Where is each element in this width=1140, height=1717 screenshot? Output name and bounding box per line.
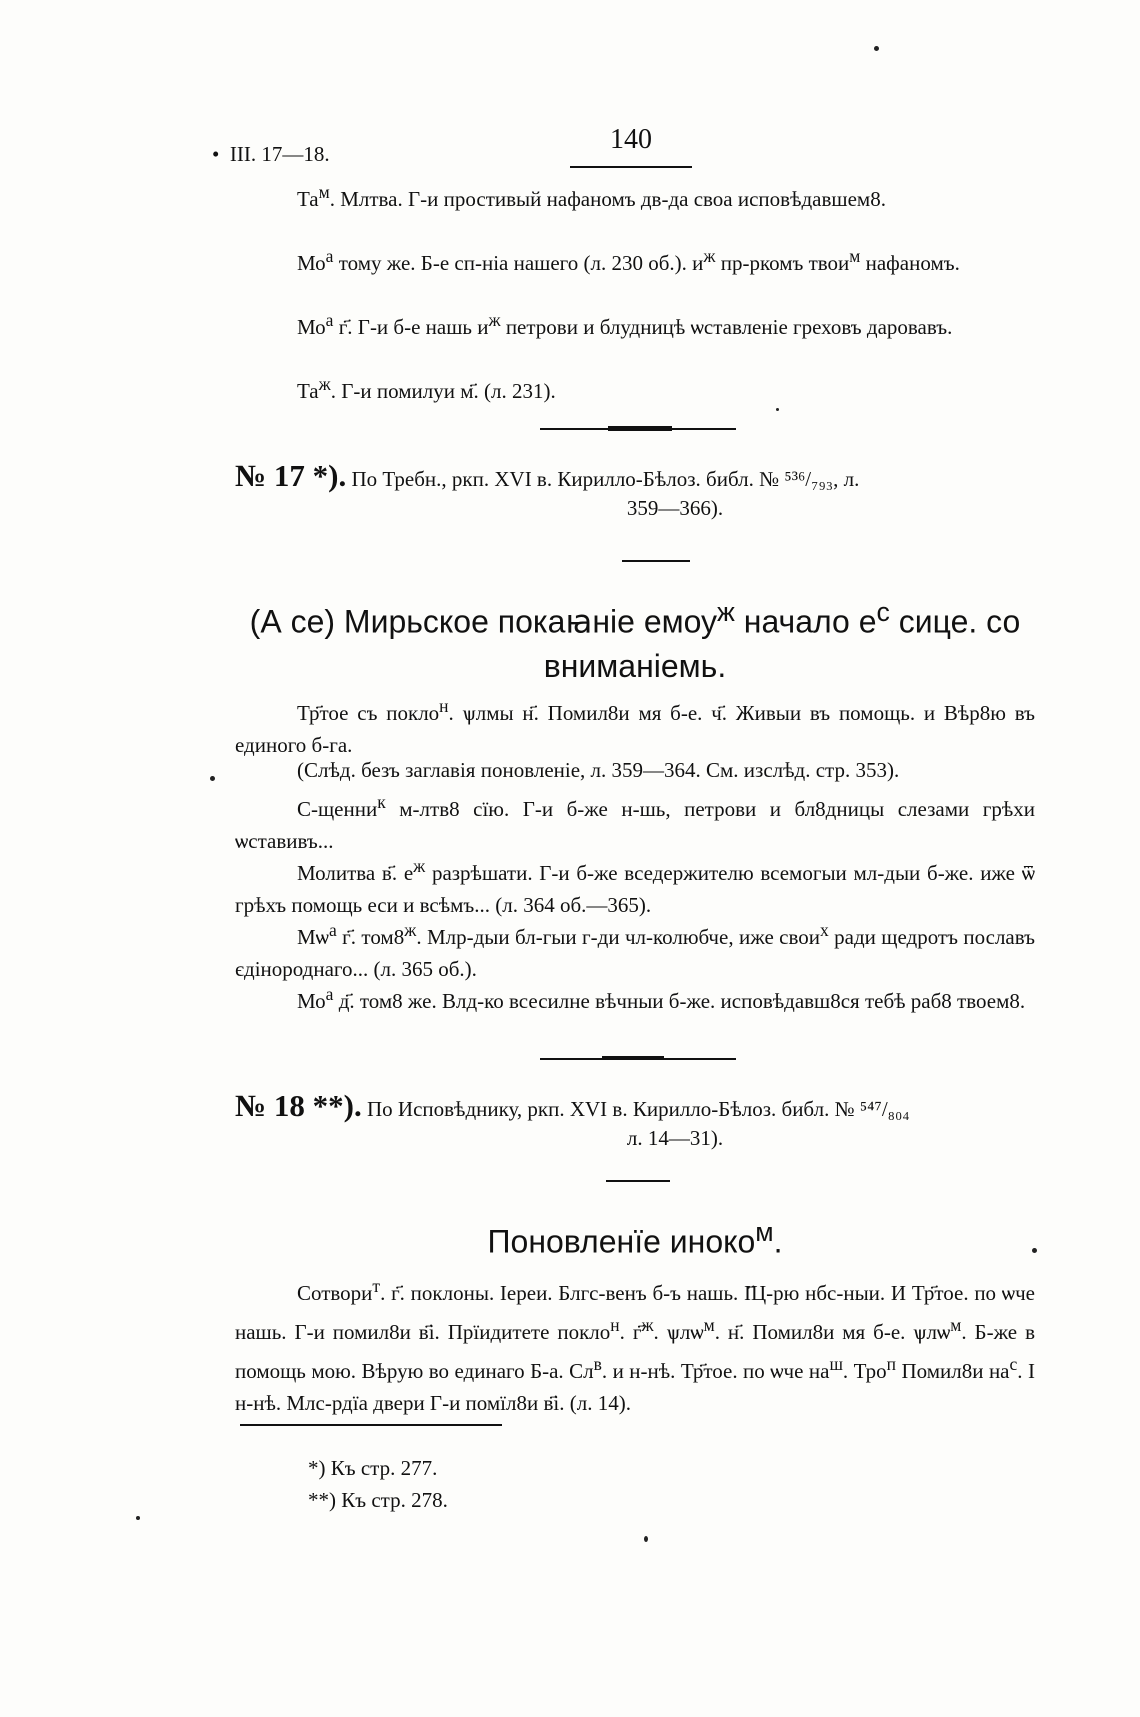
paragraph: $Мѡ^а$ г҃. $том8^ж$. Млр-дыи бл-гыи г-ди чл-колюбче, иже свои$^х$ ради щедротъ пославъ єдінороднаго... (л. 365 об.). — [235, 920, 1035, 981]
paragraph: Тр҃тое съ покло$^н$. ѱлмы н҃. Помил8и мя б-е. ч҃. Живыи въ помощь. и Вѣр8ю въ единого б-га. — [235, 696, 1035, 757]
section-heading: Поновленїе иноко$^м$. — [487, 1217, 783, 1260]
footnote: **) Къ стр. 278. — [308, 1488, 448, 1512]
entry-number: № 18 **). — [235, 1088, 362, 1123]
entry-18-citation — [235, 1090, 1035, 1125]
entry-source: По Исповѣднику, ркп. XVI в. Кирилло-Бѣлоз. библ. № ⁵⁴⁷/₈₀₄ — [366, 1097, 910, 1121]
section-heading: (А се) Мирьское покаꙗніе емоу$^ж$ начало $е^с$ сице. со вниманіемь. — [249, 597, 1021, 684]
speck — [136, 1516, 140, 1520]
paragraph: Молитва в҃. $е^ж$ разрѣшати. Г-и б-же вседержителю всемогыи мл-дыи б-же. иже ѿ грѣхъ помощь еси и всѣмъ... (л. 364 об.—365). — [235, 856, 1035, 917]
paragraph: $Мо^а$ д҃. том8 же. Влд-ко всесилне вѣчныи б-же. исповѣдавш8ся тебѣ раб8 твоем8. — [297, 984, 1026, 1013]
paragraph: $Мо^а$ тому же. Б-е сп-ніа нашего (л. 230 об.). $и^ж$ пр-ркомъ твои$^м$ нафаномъ. — [297, 246, 960, 275]
header-text: III. 17—18. — [229, 142, 330, 166]
running-header-left — [212, 142, 330, 167]
page-number: 140 — [610, 124, 652, 155]
short-rule — [606, 1180, 670, 1182]
page-number-rule — [570, 166, 692, 168]
speck — [776, 408, 779, 411]
header-bullet: • — [212, 142, 230, 166]
entry-18-continuation: л. 14—31). — [626, 1126, 724, 1150]
paragraph: $Та^м$. Млтва. Г-и простивый нафаномъ дв-да своа исповѣдавшем8. — [297, 182, 886, 211]
margin-mark — [210, 776, 215, 781]
entry-17-citation — [235, 460, 1035, 495]
entry-number: № 17 *). — [235, 458, 347, 493]
entry-17-continuation: 359—366). — [626, 496, 724, 520]
paragraph: (Слѣд. безъ заглавія поновленіе, л. 359—364. См. изслѣд. стр. 353). — [297, 758, 900, 782]
paragraph: Сотвори$^т$. г҃. поклоны. Іереи. Блгс-венъ б-ъ нашь. І҃Ц-рю нбс-ныи. И Тр҃тое. по ѡче нашь. Г-и помил8и в҃і. Прїидитете покло$^н$. г҃$^ж$. ѱлѡ$^м$. н҃. Помил8и мя б-е. ѱлѡ$^м$. Б-же в помощь мою. Вѣрую во единаго Б-а. $Сл^в$. и н-нѣ. Тр҃тое. по ѡче $на^ш$. Тро$^п$ Помил8и $на^с$. І н-нѣ. Млс-рдїа двери Г-и помїл8и в҃і. (л. 14). — [235, 1276, 1035, 1415]
paragraph: $Та^ж$. Г-и помилуи м҃. (л. 231). — [297, 374, 556, 403]
short-rule — [622, 560, 690, 562]
speck — [644, 1536, 648, 1542]
paragraph: С-щенни$^к$ м-лтв8 сїю. Г-и б-же н-шь, петрови и бл8дницы слезами грѣхи ѡставивъ... — [235, 792, 1035, 853]
footnote-rule — [240, 1424, 502, 1426]
entry-source: По Требн., ркп. XVI в. Кирилло-Бѣлоз. библ. № ⁵³⁶/₇₉₃, л. — [351, 467, 860, 491]
speck — [874, 46, 879, 51]
paragraph: $Мо^а$ г҃. Г-и б-е нашь $и^ж$ петрови и блудницѣ ѡставленіе греховъ даровавъ. — [297, 310, 953, 339]
footnote: *) Къ стр. 277. — [308, 1456, 438, 1480]
speck — [1032, 1248, 1037, 1253]
